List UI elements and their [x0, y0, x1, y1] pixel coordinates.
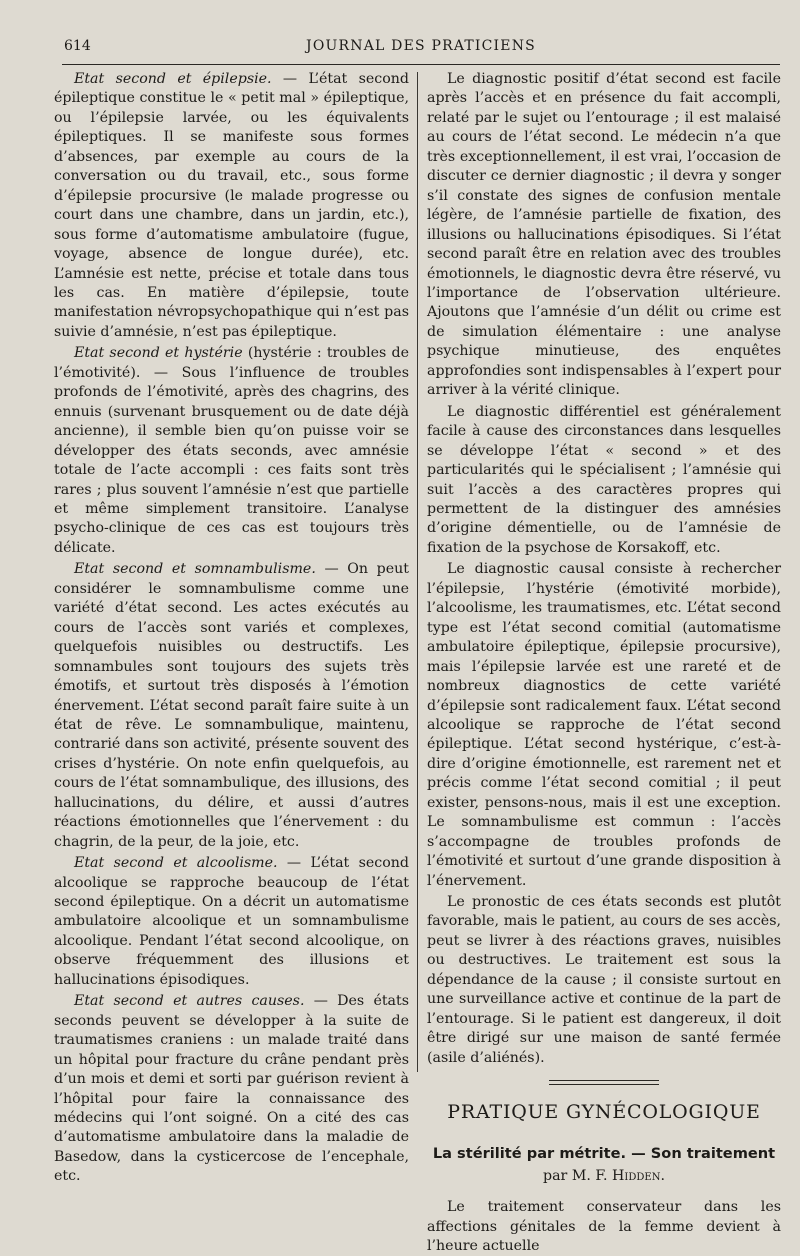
paragraph-article-intro: Le traitement conservateur dans les affections génitales de la femme devient à l’heure actuelle [427, 1199, 781, 1255]
left-column [54, 70, 409, 1187]
paragraph-text: (hystérie : troubles de l’émotivité). — Sous l’influence de troubles profonds de l’émotivité, après des chagrins, des ennuis (survenant brusquement ou de date déjà ancienne), il semble bien qu’on puisse voir se développer des états seconds, avec amnésie totale de l’acte accompli : ces faits sont très rares ; plus souvent l’amnésie n’est que partielle et même simplement transitoire. L’analyse psycho-clinique de ces cas est toujours très délicate. [54, 345, 409, 556]
paragraph-epilepsie [54, 70, 409, 342]
paragraph-diagnostic-differentiel: Le diagnostic différentiel est généralement facile à cause des circonstances dans lesquelles se développe l’état « second » et des particularités qui le spécialisent ; l’amnésie qui suit l’accès a des caractères propres qui permettent de la distinguer des amnésies d’origine démentielle, ou de l’amnésie de fixation de la psychose de Korsakoff, etc. [427, 403, 781, 556]
paragraph-text: — On peut considérer le somnambulisme comme une variété d’état second. Les actes exécutés au cours de l’accès sont variés et complexes, quelquefois nuisibles ou destructifs. Les somnambules sont toujours des sujets très émotifs, et surtout très disposés à l’émotion énervement. L’état second paraît faire suite à un état de rêve. Le somnambulique, maintenu, contrarié dans son activité, présente souvent des crises d’hystérie. On note enfin quelquefois, au cours de l’état somnambulique, des illusions, des hallucinations, du délire, et aussi d’autres réactions émotionnelles que l’énervement : du chagrin, de la peur, de la joie, etc. [54, 561, 409, 850]
paragraph-diagnostic-causal: Le diagnostic causal consiste à rechercher l’épilepsie, l’hystérie (émotivité morbide), l’alcoolisme, les traumatismes, etc. L’état second type est l’état second comitial (automatisme ambulatoire épileptique, épilepsie procursive), mais l’épilepsie larvée est une rareté et de nombreux diagnostics de cette variété d’épilepsie sont radicalement faux. L’état second alcoolique se rapproche de l’état second épileptique. L’état second hystérique, c’est-à-dire d’origine émotionnelle, est rarement net et précis comme l’état second comitial ; il peut exister, pensons-nous, mais il est une exception. Le somnambulisme est commun : l’accès s’accompagne de troubles profonds de l’émotivité et surtout d’une grande disposition à l’énervement. [427, 561, 781, 889]
subheading: Etat second et autres causes. [74, 993, 305, 1010]
section-title: PRATIQUE GYNÉCOLOGIQUE [447, 1101, 761, 1124]
subheading: Etat second et alcoolisme. [74, 855, 278, 872]
author-name: Hidden. [612, 1168, 665, 1185]
paragraph-diagnostic-positif: Le diagnostic positif d’état second est facile après l’accès et en présence du fait accompli, relaté par le sujet ou l’entourage ; il est malaisé au cours de l’état second. Le médecin n’a que très exceptionnellement, il est vrai, l’occasion de discuter ce dernier diagnostic ; il devra y songer s’il constate des signes de confusion mentale légère, de l’amnésie partielle de fixation, des illusions ou hallucinations épisodiques. Si l’état second paraît être en relation avec des troubles émotionnels, le diagnostic devra être réservé, vu l’importance de l’observation ultérieure. Ajoutons que l’amnésie d’un délit ou crime est de simulation élémentaire : une analyse psychique minutieuse, des enquêtes approfondies sont indispensables à l’expert pour arriver à la vérité clinique. [427, 71, 781, 399]
column-divider [417, 72, 418, 1072]
author-prefix: par M. F. [543, 1168, 613, 1185]
paragraph-text: — L’état second épileptique constitue le « petit mal » épileptique, ou l’épilepsie larvée, ou les équivalents épileptiques. Il se manifeste sous formes d’absences, par exemple au cours de la conversation ou du travail, etc., sous forme d’épilepsie procursive (le malade progresse ou court dans une chambre, dans un jardin, etc.), sous forme d’automatisme ambulatoire (fugue, voyage, absence de longue durée), etc. L’amnésie est nette, précise et totale dans tous les cas. En matière d’épilepsie, toute manifestation névropsychopathique qui n’est pas suivie d’amnésie, n’est pas épileptique. [54, 71, 409, 340]
paragraph-hysterie [54, 344, 409, 558]
page-header [62, 34, 780, 65]
subheading: Etat second et hystérie [74, 345, 243, 362]
paragraph-pronostic: Le pronostic de ces états seconds est plutôt favorable, mais le patient, au cours de ses accès, peut se livrer à des réactions graves, nuisibles ou destructives. Le traitement est sous la dépendance de la cause ; il consiste surtout en une surveillance active et continue de la part de l’entourage. Si le patient est dangereux, il doit être dirigé sur une maison de santé fermée (asile d’aliénés). [427, 894, 781, 1066]
subheading: Etat second et épilepsie. [74, 71, 272, 87]
double-rule [549, 1080, 659, 1085]
paragraph-alcoolisme [54, 854, 409, 990]
paragraph-text: — Des états seconds peuvent se développer à la suite de traumatismes craniens : un malade traité dans un hôpital pour fracture du crâne pendant près d’un mois et demi et sorti par guérison revient à l’hôpital pour faire la connaissance des médecins qui l’ont soigné. On a cité des cas d’automatisme ambulatoire dans la maladie de Basedow, dans la cysticercose de l’encephale, etc. [54, 993, 409, 1185]
page-number: 614 [64, 38, 91, 54]
article-author [427, 1168, 781, 1184]
right-column [427, 70, 781, 1256]
paragraph-text: — L’état second alcoolique se rapproche beaucoup de l’état second épileptique. On a décrit un automatisme ambulatoire alcoolique et un somnambulisme alcoolique. Pendant l’état second alcoolique, on observe fréquemment des illusions et hallucinations épisodiques. [54, 855, 410, 988]
article-title: La stérilité par métrite. — Son traitement [432, 1145, 776, 1163]
section-separator [427, 1080, 781, 1085]
paragraph-somnambulisme [54, 560, 409, 852]
subheading: Etat second et somnambulisme. [74, 561, 316, 578]
journal-title: JOURNAL DES PRATICIENS [306, 38, 536, 54]
paragraph-autres-causes [54, 992, 409, 1187]
